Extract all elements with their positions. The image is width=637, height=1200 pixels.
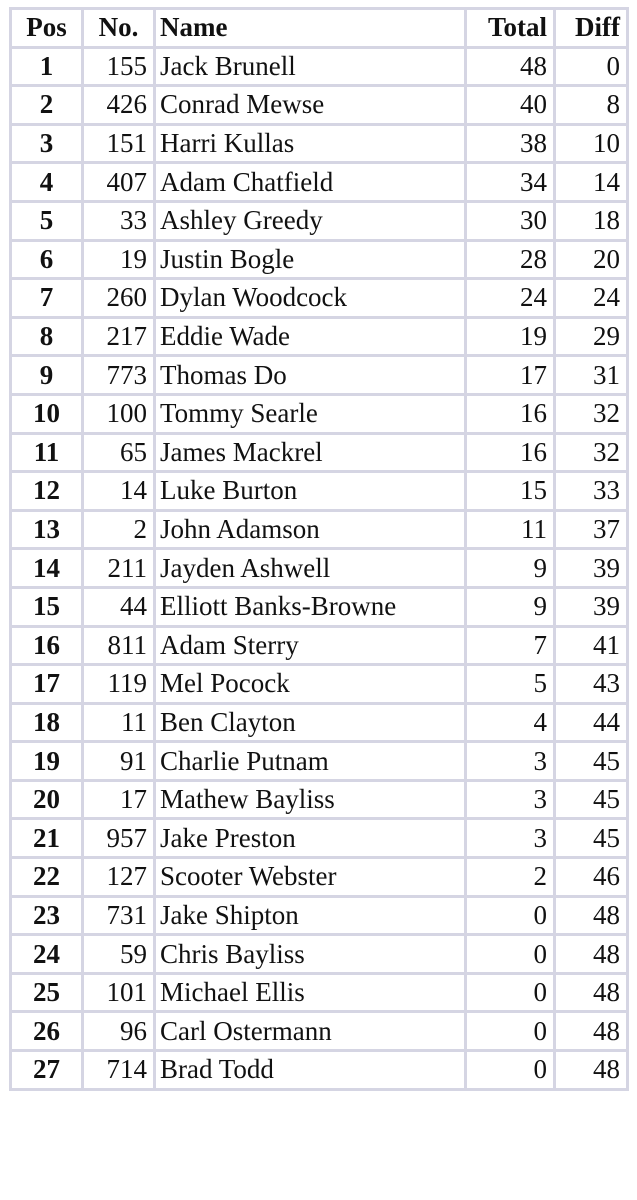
cell-rider-number: 11 [83, 703, 155, 742]
cell-rider-name: Scooter Webster [155, 858, 466, 897]
cell-rider-name: Tommy Searle [155, 394, 466, 433]
cell-pos: 7 [11, 279, 83, 318]
cell-pos: 1 [11, 47, 83, 86]
cell-rider-name: Elliott Banks-Browne [155, 587, 466, 626]
cell-rider-number: 14 [83, 472, 155, 511]
cell-rider-number: 17 [83, 780, 155, 819]
cell-pos: 10 [11, 394, 83, 433]
table-row [11, 1012, 628, 1051]
table-row [11, 279, 628, 318]
cell-pos: 15 [11, 587, 83, 626]
cell-rider-name: Harri Kullas [155, 124, 466, 163]
table-row [11, 626, 628, 665]
cell-points-diff: 48 [555, 973, 628, 1012]
cell-rider-number: 714 [83, 1051, 155, 1090]
table-row [11, 973, 628, 1012]
cell-pos: 8 [11, 317, 83, 356]
cell-rider-name: Jake Preston [155, 819, 466, 858]
cell-rider-name: Conrad Mewse [155, 86, 466, 125]
cell-rider-number: 151 [83, 124, 155, 163]
cell-rider-number: 100 [83, 394, 155, 433]
cell-points-diff: 8 [555, 86, 628, 125]
table-row [11, 356, 628, 395]
cell-pos: 18 [11, 703, 83, 742]
cell-rider-name: Mel Pocock [155, 665, 466, 704]
cell-pos: 16 [11, 626, 83, 665]
table-row [11, 433, 628, 472]
cell-points-diff: 14 [555, 163, 628, 202]
cell-points-diff: 31 [555, 356, 628, 395]
cell-rider-number: 127 [83, 858, 155, 897]
cell-total-points: 19 [466, 317, 555, 356]
table-row [11, 317, 628, 356]
table-row [11, 1051, 628, 1090]
cell-total-points: 38 [466, 124, 555, 163]
cell-pos: 13 [11, 510, 83, 549]
cell-points-diff: 39 [555, 549, 628, 588]
cell-points-diff: 29 [555, 317, 628, 356]
header-total: Total [466, 9, 555, 48]
cell-total-points: 40 [466, 86, 555, 125]
cell-points-diff: 45 [555, 780, 628, 819]
cell-rider-number: 2 [83, 510, 155, 549]
table-row [11, 858, 628, 897]
cell-total-points: 3 [466, 780, 555, 819]
header-pos: Pos [11, 9, 83, 48]
cell-rider-name: Chris Bayliss [155, 935, 466, 974]
cell-pos: 2 [11, 86, 83, 125]
cell-points-diff: 44 [555, 703, 628, 742]
table-row [11, 163, 628, 202]
cell-points-diff: 46 [555, 858, 628, 897]
cell-total-points: 0 [466, 973, 555, 1012]
cell-pos: 9 [11, 356, 83, 395]
cell-rider-name: Jake Shipton [155, 896, 466, 935]
cell-pos: 21 [11, 819, 83, 858]
cell-points-diff: 43 [555, 665, 628, 704]
cell-total-points: 9 [466, 549, 555, 588]
table-row [11, 124, 628, 163]
cell-total-points: 17 [466, 356, 555, 395]
cell-rider-name: Brad Todd [155, 1051, 466, 1090]
cell-total-points: 0 [466, 1012, 555, 1051]
cell-rider-number: 33 [83, 201, 155, 240]
cell-total-points: 16 [466, 394, 555, 433]
standings-table [9, 7, 629, 1091]
cell-points-diff: 32 [555, 433, 628, 472]
cell-points-diff: 48 [555, 896, 628, 935]
standings-body [11, 47, 628, 1089]
cell-rider-number: 957 [83, 819, 155, 858]
cell-rider-name: Charlie Putnam [155, 742, 466, 781]
cell-total-points: 7 [466, 626, 555, 665]
table-row [11, 201, 628, 240]
cell-rider-name: Michael Ellis [155, 973, 466, 1012]
cell-points-diff: 45 [555, 819, 628, 858]
table-row [11, 587, 628, 626]
cell-rider-name: Carl Ostermann [155, 1012, 466, 1051]
table-row [11, 819, 628, 858]
cell-total-points: 48 [466, 47, 555, 86]
cell-rider-name: James Mackrel [155, 433, 466, 472]
cell-rider-number: 19 [83, 240, 155, 279]
table-row [11, 742, 628, 781]
cell-pos: 20 [11, 780, 83, 819]
cell-points-diff: 33 [555, 472, 628, 511]
cell-total-points: 4 [466, 703, 555, 742]
cell-pos: 14 [11, 549, 83, 588]
cell-rider-name: Dylan Woodcock [155, 279, 466, 318]
table-row [11, 780, 628, 819]
header-row [11, 9, 628, 48]
cell-points-diff: 18 [555, 201, 628, 240]
cell-total-points: 28 [466, 240, 555, 279]
cell-total-points: 3 [466, 742, 555, 781]
cell-rider-number: 731 [83, 896, 155, 935]
cell-rider-number: 407 [83, 163, 155, 202]
cell-pos: 6 [11, 240, 83, 279]
table-row [11, 240, 628, 279]
cell-rider-number: 119 [83, 665, 155, 704]
cell-pos: 25 [11, 973, 83, 1012]
cell-rider-name: John Adamson [155, 510, 466, 549]
cell-rider-name: Luke Burton [155, 472, 466, 511]
cell-pos: 3 [11, 124, 83, 163]
cell-total-points: 0 [466, 1051, 555, 1090]
cell-total-points: 30 [466, 201, 555, 240]
cell-points-diff: 41 [555, 626, 628, 665]
cell-rider-name: Jayden Ashwell [155, 549, 466, 588]
cell-total-points: 0 [466, 935, 555, 974]
cell-total-points: 34 [466, 163, 555, 202]
table-row [11, 86, 628, 125]
cell-rider-number: 59 [83, 935, 155, 974]
cell-pos: 5 [11, 201, 83, 240]
cell-rider-number: 773 [83, 356, 155, 395]
cell-pos: 12 [11, 472, 83, 511]
cell-rider-number: 811 [83, 626, 155, 665]
cell-rider-number: 211 [83, 549, 155, 588]
cell-pos: 26 [11, 1012, 83, 1051]
cell-points-diff: 32 [555, 394, 628, 433]
cell-points-diff: 0 [555, 47, 628, 86]
cell-rider-name: Justin Bogle [155, 240, 466, 279]
cell-rider-name: Mathew Bayliss [155, 780, 466, 819]
table-row [11, 896, 628, 935]
cell-total-points: 9 [466, 587, 555, 626]
cell-pos: 17 [11, 665, 83, 704]
cell-rider-name: Thomas Do [155, 356, 466, 395]
cell-rider-number: 155 [83, 47, 155, 86]
table-row [11, 47, 628, 86]
cell-points-diff: 48 [555, 935, 628, 974]
cell-points-diff: 37 [555, 510, 628, 549]
cell-pos: 11 [11, 433, 83, 472]
cell-pos: 19 [11, 742, 83, 781]
table-row [11, 394, 628, 433]
cell-rider-name: Ashley Greedy [155, 201, 466, 240]
header-name: Name [155, 9, 466, 48]
cell-pos: 22 [11, 858, 83, 897]
cell-total-points: 5 [466, 665, 555, 704]
cell-total-points: 24 [466, 279, 555, 318]
cell-total-points: 11 [466, 510, 555, 549]
cell-rider-number: 260 [83, 279, 155, 318]
header-diff: Diff [555, 9, 628, 48]
cell-total-points: 15 [466, 472, 555, 511]
cell-pos: 27 [11, 1051, 83, 1090]
cell-total-points: 16 [466, 433, 555, 472]
cell-rider-number: 101 [83, 973, 155, 1012]
cell-pos: 24 [11, 935, 83, 974]
cell-total-points: 3 [466, 819, 555, 858]
cell-rider-number: 44 [83, 587, 155, 626]
cell-points-diff: 48 [555, 1012, 628, 1051]
table-row [11, 472, 628, 511]
table-row [11, 703, 628, 742]
cell-rider-name: Adam Sterry [155, 626, 466, 665]
cell-rider-name: Ben Clayton [155, 703, 466, 742]
cell-total-points: 2 [466, 858, 555, 897]
cell-rider-name: Adam Chatfield [155, 163, 466, 202]
table-row [11, 510, 628, 549]
cell-points-diff: 24 [555, 279, 628, 318]
cell-rider-number: 426 [83, 86, 155, 125]
cell-rider-number: 217 [83, 317, 155, 356]
header-no: No. [83, 9, 155, 48]
cell-rider-name: Eddie Wade [155, 317, 466, 356]
cell-pos: 23 [11, 896, 83, 935]
table-row [11, 665, 628, 704]
cell-total-points: 0 [466, 896, 555, 935]
table-row [11, 549, 628, 588]
cell-points-diff: 48 [555, 1051, 628, 1090]
cell-points-diff: 20 [555, 240, 628, 279]
cell-points-diff: 45 [555, 742, 628, 781]
cell-rider-number: 96 [83, 1012, 155, 1051]
cell-pos: 4 [11, 163, 83, 202]
table-row [11, 935, 628, 974]
cell-rider-name: Jack Brunell [155, 47, 466, 86]
cell-points-diff: 10 [555, 124, 628, 163]
cell-rider-number: 65 [83, 433, 155, 472]
cell-points-diff: 39 [555, 587, 628, 626]
cell-rider-number: 91 [83, 742, 155, 781]
